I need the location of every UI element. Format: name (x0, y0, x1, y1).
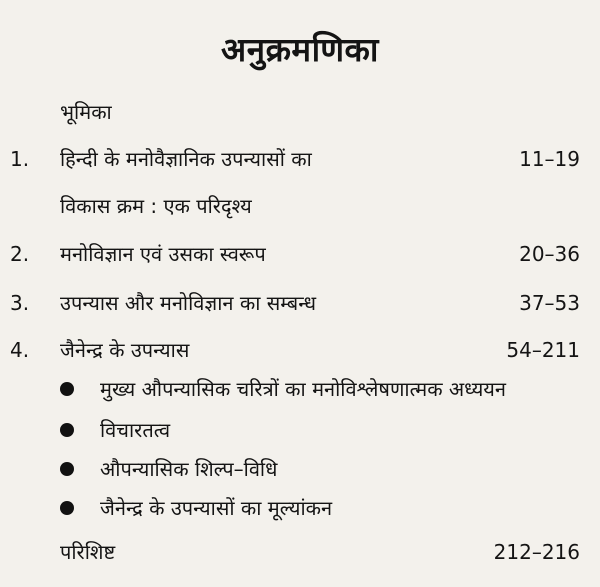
toc-entry-number: 2. (10, 242, 30, 266)
toc-subitem-label: मुख्य औपन्यासिक चरित्रों का मनोविश्लेषणात्मक अध्ययन (100, 377, 507, 401)
toc-entry-label: जैनेन्द्र के उपन्यास (60, 338, 190, 362)
toc-subitem-label: औपन्यासिक शिल्प–विधि (100, 457, 278, 481)
toc-entry-label: भूमिका (60, 100, 112, 124)
toc-entry-pages: 37–53 (519, 291, 580, 315)
toc-entry-appendix (0, 535, 600, 569)
toc-entry-1 (0, 142, 600, 176)
toc-entry-pages: 11–19 (519, 147, 580, 171)
toc-entry-label: हिन्दी के मनोवैज्ञानिक उपन्यासों का (60, 147, 312, 171)
toc-entry-pages: 54–211 (506, 338, 580, 362)
toc-entry-label: विकास क्रम : एक परिदृश्य (60, 194, 252, 218)
toc-subitem (0, 413, 600, 447)
bullet-icon (60, 501, 74, 515)
toc-subitem (0, 452, 600, 486)
bullet-icon (60, 382, 74, 396)
toc-entry-label: उपन्यास और मनोविज्ञान का सम्बन्ध (60, 291, 317, 315)
toc-entry-number: 3. (10, 291, 30, 315)
toc-entry-pages: 20–36 (519, 242, 580, 266)
toc-entry-pages: 212–216 (493, 540, 580, 564)
toc-entry-label: परिशिष्ट (60, 540, 116, 564)
toc-entry-number: 1. (10, 147, 30, 171)
toc-subitem-label: विचारतत्व (100, 418, 171, 442)
toc-entry-preface (0, 95, 600, 129)
toc-entry-number: 4. (10, 338, 30, 362)
bullet-icon (60, 423, 74, 437)
toc-subitem (0, 372, 600, 406)
toc-subitem-label: जैनेन्द्र के उपन्यासों का मूल्यांकन (100, 496, 333, 520)
page-title: अनुक्रमणिका (221, 30, 379, 69)
toc-entry-3 (0, 286, 600, 320)
toc-entry-label: मनोविज्ञान एवं उसका स्वरूप (60, 242, 266, 266)
toc-entry-1-continuation (0, 189, 600, 223)
toc-entry-2 (0, 237, 600, 271)
toc-subitem (0, 491, 600, 525)
toc-entry-4 (0, 333, 600, 367)
bullet-icon (60, 462, 74, 476)
